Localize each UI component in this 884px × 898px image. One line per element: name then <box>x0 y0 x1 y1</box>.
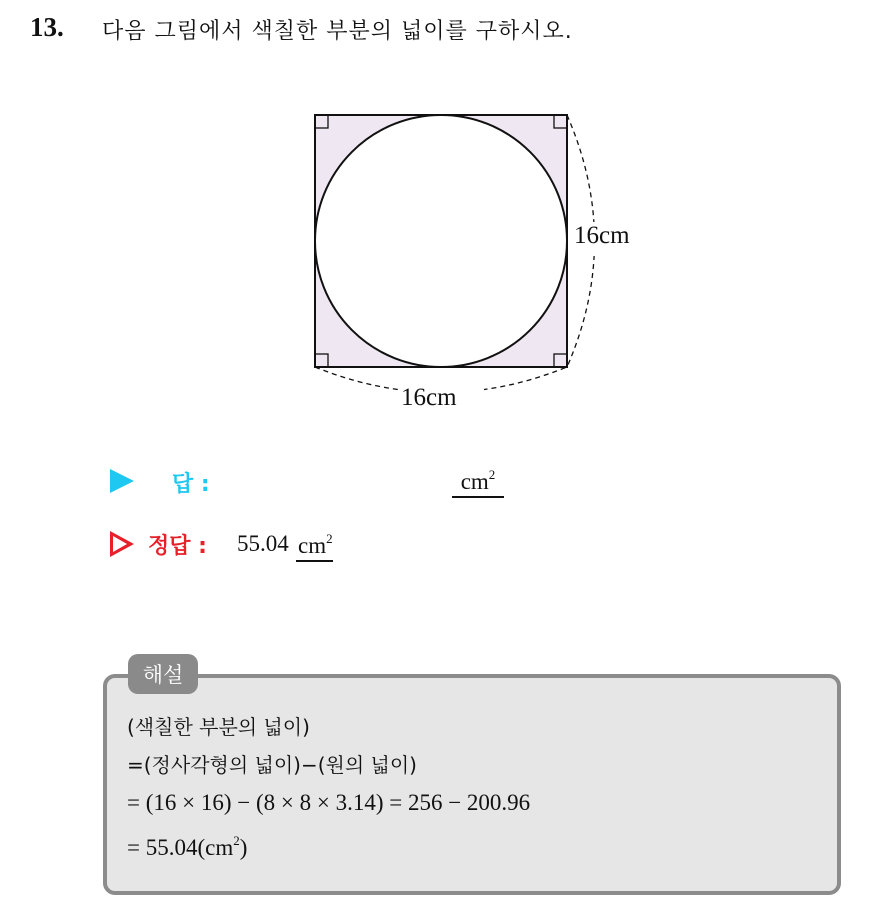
correct-answer-label: 정답 : <box>148 534 207 559</box>
question-number: 13. <box>30 12 64 42</box>
correct-answer-value: 55.04 <box>237 531 289 556</box>
solution-tab: 해설 <box>128 654 198 694</box>
solution-lines <box>127 708 530 860</box>
solution-line-2: =(정사각형의 넓이)−(원의 넓이) <box>127 753 417 777</box>
solution-box <box>103 674 841 895</box>
hollow-triangle-icon <box>110 531 134 557</box>
solution-line-4-prefix: = 55.04(cm <box>127 835 234 860</box>
solution-line-4-suffix: ) <box>239 835 248 860</box>
bottom-length-label: 16cm <box>401 384 457 411</box>
solution-line-4-exponent: 2 <box>233 833 240 848</box>
solid-triangle-icon <box>110 469 134 493</box>
correct-answer-row <box>110 527 510 563</box>
side-length-label: 16cm <box>574 222 630 249</box>
answer-unit-exponent: 2 <box>488 467 496 482</box>
answer-label: 답 : <box>172 472 210 497</box>
question-text: 다음 그림에서 색칠한 부분의 넓이를 구하시오. <box>102 19 573 44</box>
correct-answer-unit-wrap <box>296 531 333 562</box>
correct-answer-unit-exponent: 2 <box>326 531 333 546</box>
shaded-region <box>315 115 567 367</box>
answer-row <box>110 465 530 499</box>
solution-line-4 <box>127 822 530 860</box>
correct-answer-unit: cm <box>298 533 327 558</box>
answer-blank[interactable] <box>452 467 504 498</box>
square-circle-figure <box>0 0 884 440</box>
solution-line-1: (색칠한 부분의 넓이) <box>127 715 310 739</box>
solution-line-3: = (16 × 16) − (8 × 8 × 3.14) = 256 − 200.96 <box>127 790 531 815</box>
answer-unit: cm <box>460 469 489 494</box>
